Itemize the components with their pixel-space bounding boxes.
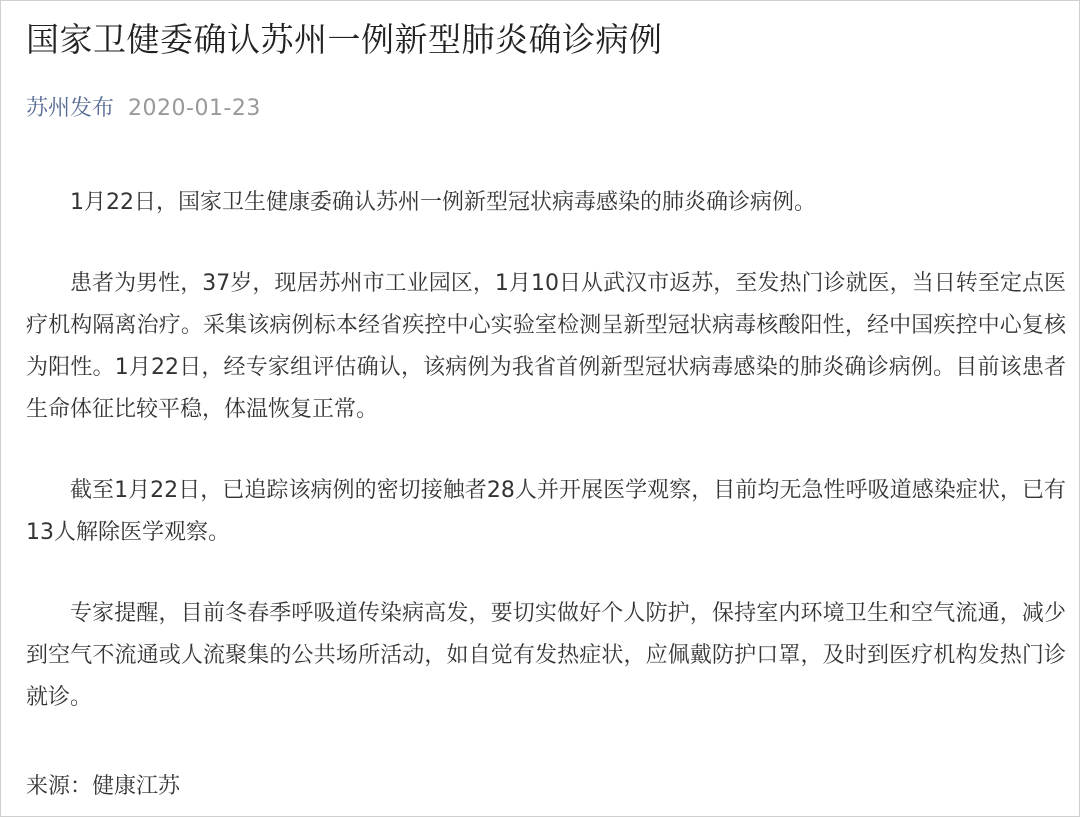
article-body xyxy=(26,182,1066,758)
paragraph-2: 患者为男性，37岁，现居苏州市工业园区，1月10日从武汉市返苏，至发热门诊就医，当日转至定点医疗机构隔离治疗。采集该病例标本经省疾控中心实验室检测呈新型冠状病毒核酸阳性，经中国疾控中心复核为阳性。1月22日，经专家组评估确认，该病例为我省首例新型冠状病毒感染的肺炎确诊病例。目前该患者生命体征比较平稳，体温恢复正常。 xyxy=(26,271,1066,422)
paragraph-3: 截至1月22日，已追踪该病例的密切接触者28人并开展医学观察，目前均无急性呼吸道感染症状，已有13人解除医学观察。 xyxy=(26,478,1066,545)
article-source: 来源：健康江苏 xyxy=(26,774,181,799)
paragraph-1: 1月22日，国家卫生健康委确认苏州一例新型冠状病毒感染的肺炎确诊病例。 xyxy=(70,190,816,215)
account-name-link[interactable]: 苏州发布 xyxy=(26,96,115,121)
article-meta xyxy=(26,91,261,127)
paragraph-4: 专家提醒，目前冬春季呼吸道传染病高发，要切实做好个人防护，保持室内环境卫生和空气流通，减少到空气不流通或人流聚集的公共场所活动，如自觉有发热症状，应佩戴防护口罩，及时到医疗机构发热门诊就诊。 xyxy=(26,601,1066,710)
publish-date: 2020-01-23 xyxy=(128,96,261,121)
article-title: 国家卫健委确认苏州一例新型肺炎确诊病例 xyxy=(26,20,663,59)
